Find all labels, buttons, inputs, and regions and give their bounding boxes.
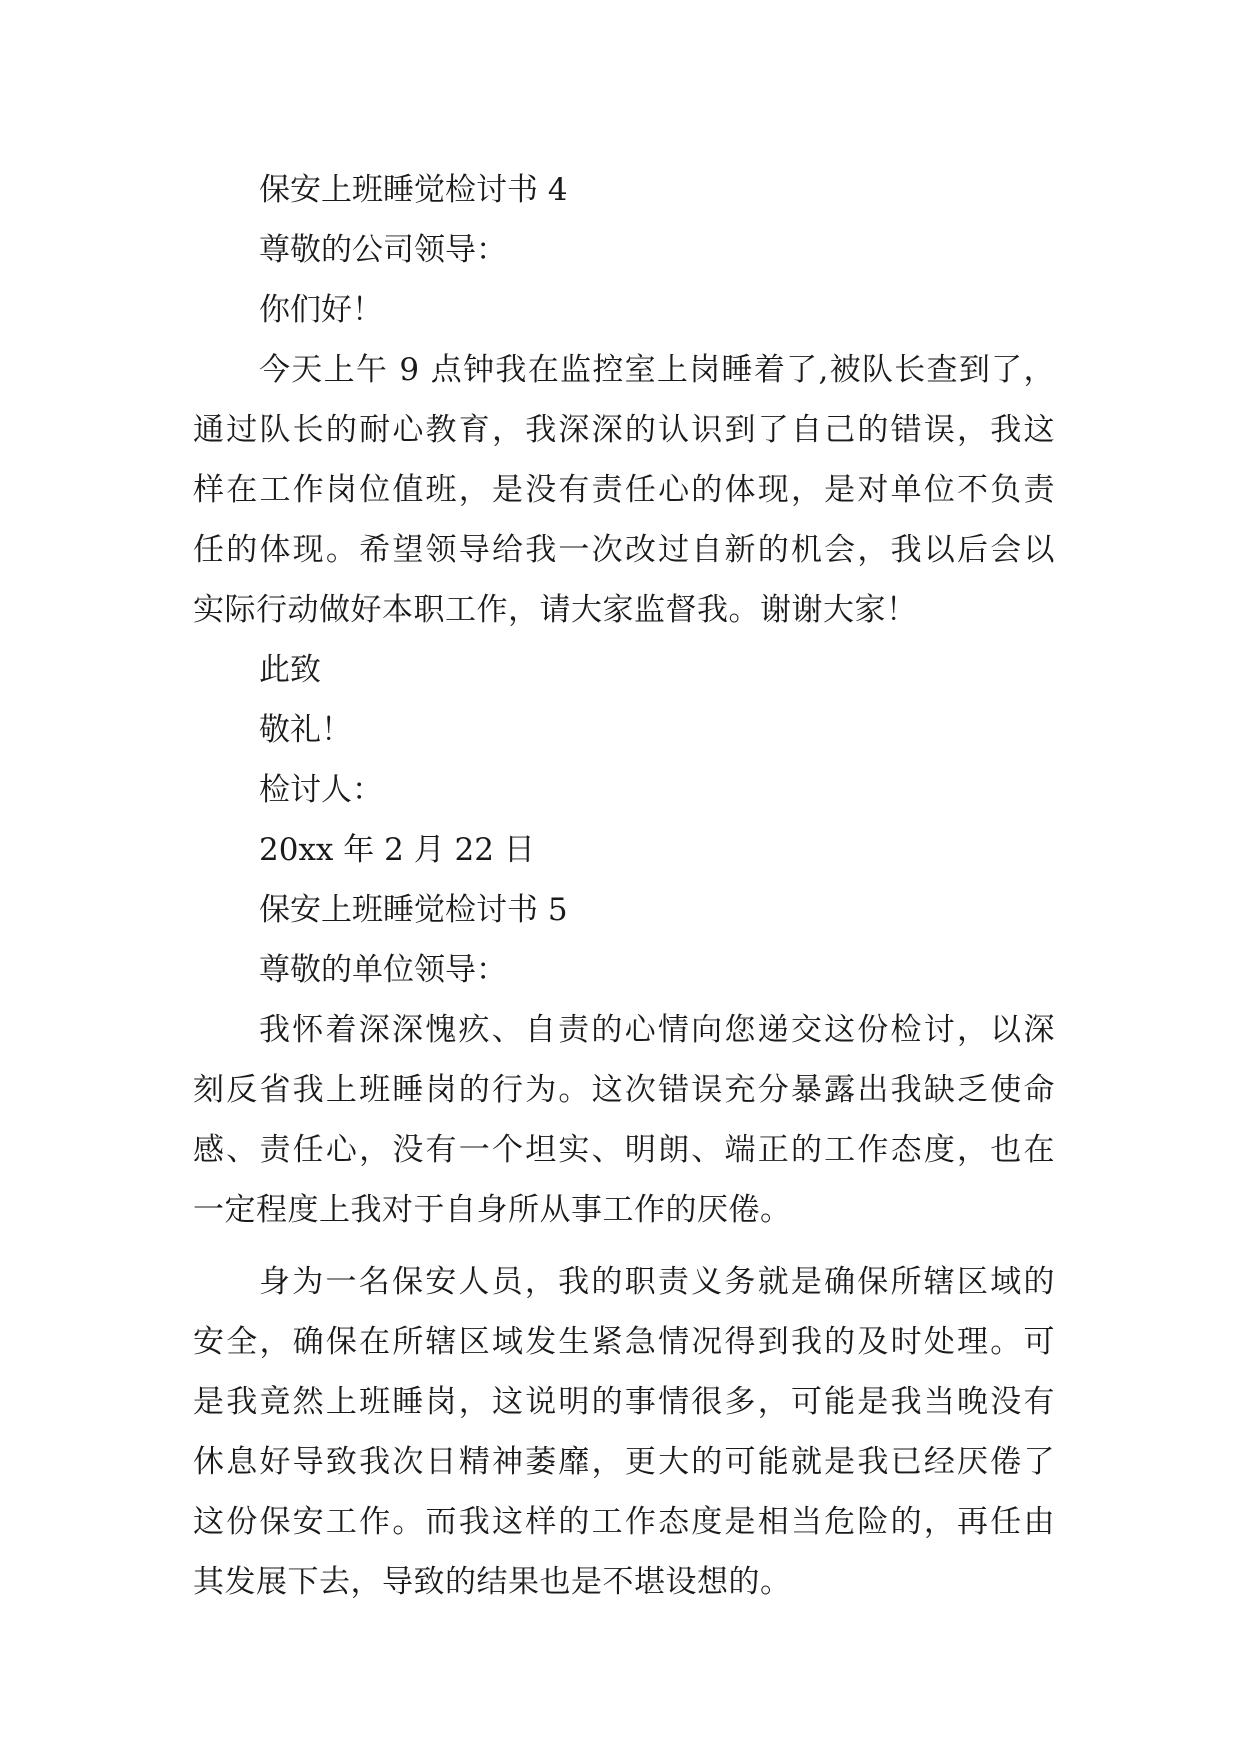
paragraph-line: 感、责任心，没有一个坦实、明朗、端正的工作态度，也在 bbox=[193, 1132, 1055, 1168]
paragraph-spacer bbox=[193, 1240, 1055, 1252]
paragraph-line: 我怀着深深愧疚、自责的心情向您递交这份检讨，以深 bbox=[259, 1012, 1055, 1048]
body-paragraph bbox=[193, 340, 1055, 640]
body-paragraph bbox=[193, 1252, 1055, 1612]
salutation: 尊敬的公司领导： bbox=[259, 232, 507, 268]
paragraph-line: 今天上午 9 点钟我在监控室上岗睡着了,被队长查到了， bbox=[259, 352, 1055, 388]
paragraph-line: 任的体现。希望领导给我一次改过自新的机会，我以后会以 bbox=[193, 532, 1055, 568]
document-page bbox=[193, 160, 1055, 1612]
paragraph-line: 刻反省我上班睡岗的行为。这次错误充分暴露出我缺乏使命 bbox=[193, 1072, 1055, 1108]
paragraph-line: 实际行动做好本职工作，请大家监督我。谢谢大家！ bbox=[193, 592, 918, 628]
paragraph-line: 样在工作岗位值班，是没有责任心的体现，是对单位不负责 bbox=[193, 472, 1055, 508]
date-line: 20xx 年 2 月 22 日 bbox=[259, 832, 535, 868]
salutation: 尊敬的单位领导： bbox=[259, 952, 507, 988]
paragraph-line: 其发展下去，导致的结果也是不堪设想的。 bbox=[193, 1564, 792, 1600]
paragraph-line: 这份保安工作。而我这样的工作态度是相当危险的，再任由 bbox=[193, 1504, 1055, 1540]
closing-line: 敬礼！ bbox=[259, 712, 352, 748]
greeting: 你们好！ bbox=[259, 292, 383, 328]
section-title: 保安上班睡觉检讨书 4 bbox=[259, 172, 568, 208]
paragraph-line: 身为一名保安人员，我的职责义务就是确保所辖区域的 bbox=[259, 1264, 1055, 1300]
paragraph-line: 是我竟然上班睡岗，这说明的事情很多，可能是我当晚没有 bbox=[193, 1384, 1055, 1420]
paragraph-line: 通过队长的耐心教育，我深深的认识到了自己的错误，我这 bbox=[193, 412, 1055, 448]
paragraph-line: 休息好导致我次日精神萎靡，更大的可能就是我已经厌倦了 bbox=[193, 1444, 1055, 1480]
section-title: 保安上班睡觉检讨书 5 bbox=[259, 892, 568, 928]
paragraph-line: 一定程度上我对于自身所从事工作的厌倦。 bbox=[193, 1192, 792, 1228]
paragraph-line: 安全，确保在所辖区域发生紧急情况得到我的及时处理。可 bbox=[193, 1324, 1055, 1360]
closing-line: 此致 bbox=[259, 652, 321, 688]
body-paragraph bbox=[193, 1000, 1055, 1240]
signer-label: 检讨人： bbox=[259, 772, 383, 808]
